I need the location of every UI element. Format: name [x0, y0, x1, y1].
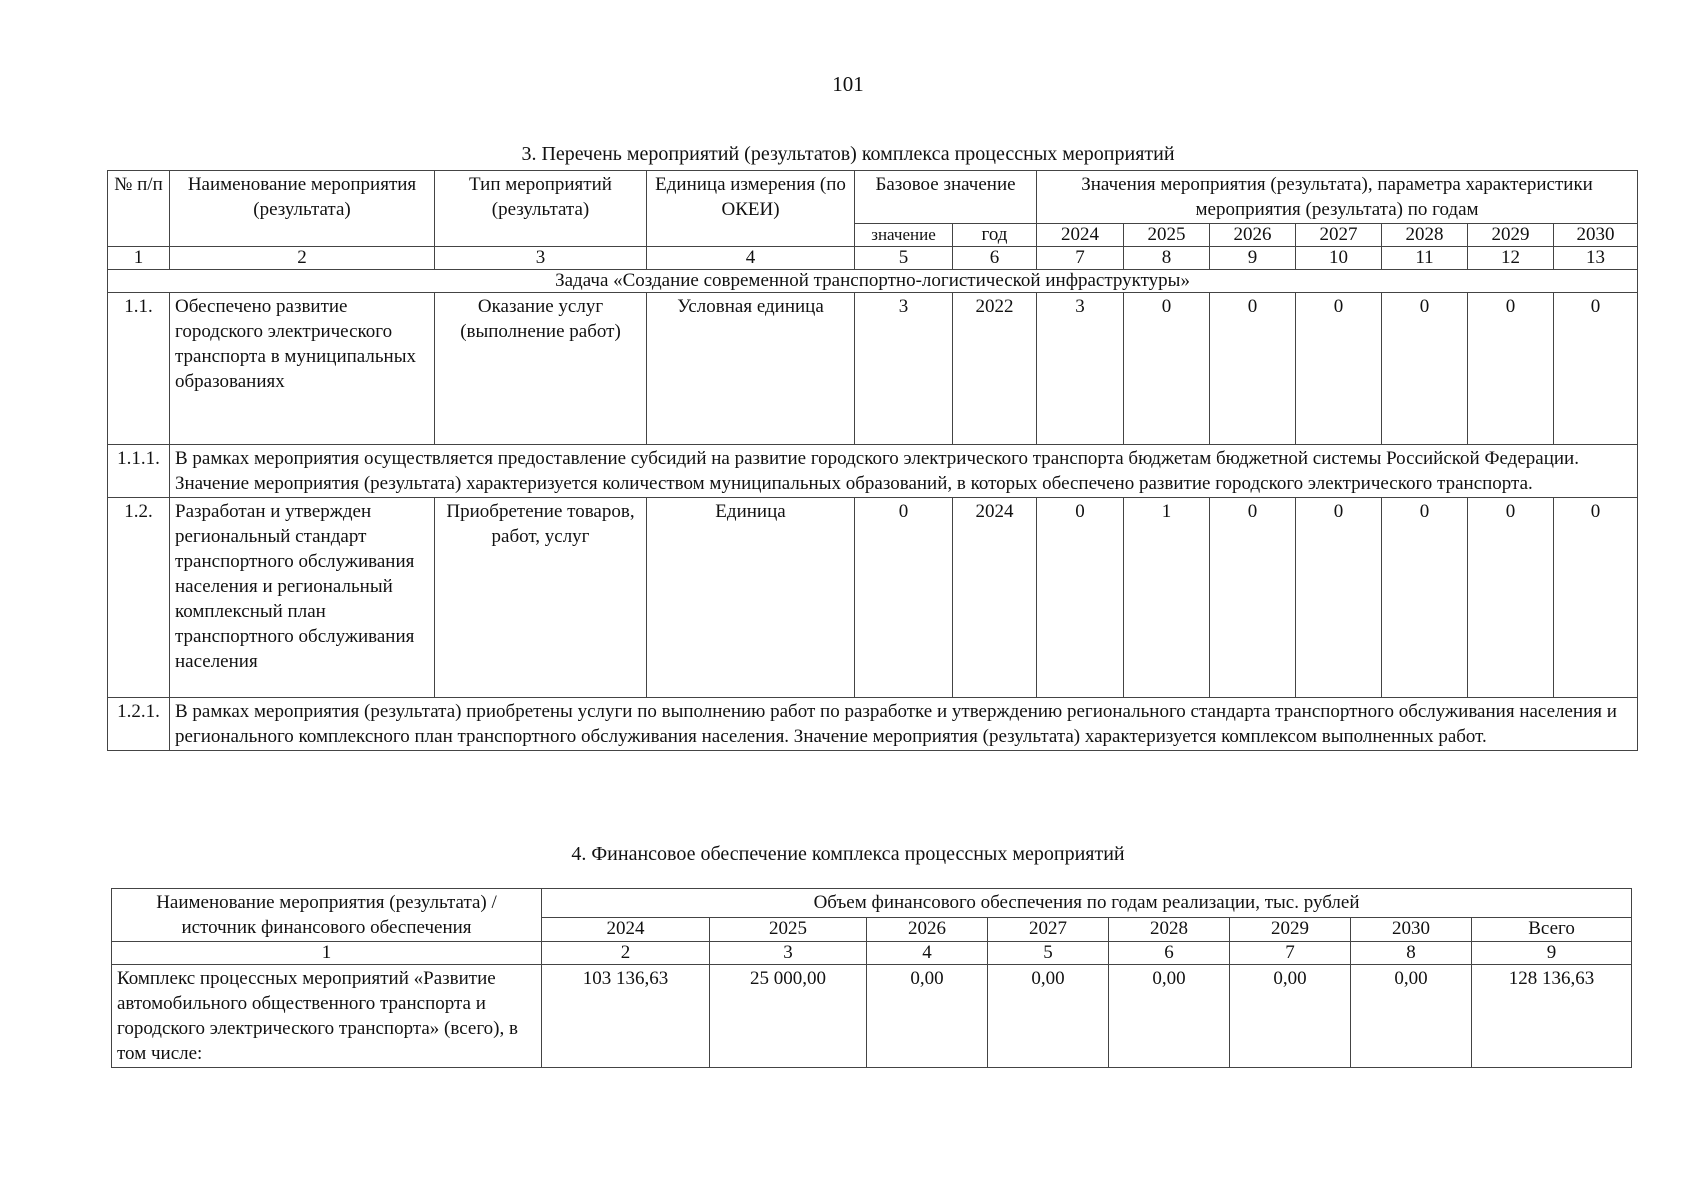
header-type: Тип мероприятий (результата) — [435, 171, 647, 247]
row-num: 1.2. — [108, 498, 170, 698]
row-name: Обеспечено развитие городского электрического транспорта в муниципальных образованиях — [170, 293, 435, 445]
finance-total: 128 136,63 — [1472, 965, 1632, 1068]
column-number: 8 — [1124, 247, 1210, 270]
measures-table — [107, 170, 1638, 751]
column-number: 4 — [867, 942, 988, 965]
header-unit: Единица измерения (по ОКЕИ) — [647, 171, 855, 247]
header-base-value: значение — [855, 224, 953, 247]
row-value: 0 — [1554, 498, 1638, 698]
section-3-title: 3. Перечень мероприятий (результатов) комплекса процессных мероприятий — [521, 143, 1175, 165]
row-value: 0 — [1037, 498, 1124, 698]
column-number: 13 — [1554, 247, 1638, 270]
row-value: 1 — [1124, 498, 1210, 698]
header-year: 2028 — [1382, 224, 1468, 247]
header-row-1 — [108, 171, 1638, 224]
task-row — [108, 270, 1638, 293]
row-value: 0 — [1210, 293, 1296, 445]
column-number: 10 — [1296, 247, 1382, 270]
header-year: 2030 — [1554, 224, 1638, 247]
row-type: Оказание услуг (выполнение работ) — [435, 293, 647, 445]
finance-table — [111, 888, 1632, 1068]
row-unit: Единица — [647, 498, 855, 698]
column-number: 9 — [1472, 942, 1632, 965]
row-value: 0 — [1382, 498, 1468, 698]
finance-header-year: 2024 — [542, 918, 710, 942]
column-number: 7 — [1037, 247, 1124, 270]
row-value: 0 — [1554, 293, 1638, 445]
row-value: 0 — [1382, 293, 1468, 445]
note-row — [108, 445, 1638, 498]
note-row — [108, 698, 1638, 751]
table-row — [108, 498, 1638, 698]
row-unit: Условная единица — [647, 293, 855, 445]
row-name: Разработан и утвержден региональный стандарт транспортного обслуживания населения и региональный комплексный план транспортного обслуживания населения — [170, 498, 435, 698]
row-value: 0 — [1296, 498, 1382, 698]
finance-value: 0,00 — [988, 965, 1109, 1068]
section-4-title: 4. Финансовое обеспечение комплекса процессных мероприятий — [571, 843, 1125, 865]
note-num: 1.2.1. — [108, 698, 170, 751]
column-number: 1 — [112, 942, 542, 965]
finance-row — [112, 965, 1632, 1068]
row-value: 0 — [1468, 498, 1554, 698]
row-base-value: 3 — [855, 293, 953, 445]
column-number: 1 — [108, 247, 170, 270]
finance-header-row-1 — [112, 889, 1632, 918]
column-number: 12 — [1468, 247, 1554, 270]
header-year: 2025 — [1124, 224, 1210, 247]
row-value: 0 — [1468, 293, 1554, 445]
row-base-value: 0 — [855, 498, 953, 698]
row-value: 0 — [1296, 293, 1382, 445]
header-year: 2024 — [1037, 224, 1124, 247]
column-number: 4 — [647, 247, 855, 270]
page-number: 101 — [832, 72, 864, 96]
finance-value: 0,00 — [867, 965, 988, 1068]
finance-value: 103 136,63 — [542, 965, 710, 1068]
column-number-row — [108, 247, 1638, 270]
note-text: В рамках мероприятия (результата) приобретены услуги по выполнению работ по разработке и утверждению регионального стандарта транспортного обслуживания населения и регионального комплексного план транспортного обслуживания населения. Значение мероприятия (результата) характеризуется комплексом выполненных работ. — [170, 698, 1638, 751]
header-name: Наименование мероприятия (результата) — [170, 171, 435, 247]
column-number: 8 — [1351, 942, 1472, 965]
row-value: 0 — [1210, 498, 1296, 698]
header-year: 2027 — [1296, 224, 1382, 247]
finance-header-year: 2025 — [710, 918, 867, 942]
column-number: 2 — [170, 247, 435, 270]
finance-header-total: Всего — [1472, 918, 1632, 942]
column-number: 2 — [542, 942, 710, 965]
row-type: Приобретение товаров, работ, услуг — [435, 498, 647, 698]
header-values: Значения мероприятия (результата), параметра характеристики мероприятия (результата) по годам — [1037, 171, 1638, 224]
finance-value: 25 000,00 — [710, 965, 867, 1068]
finance-row-name: Комплекс процессных мероприятий «Развитие автомобильного общественного транспорта и городского электрического транспорта» (всего), в том числе: — [112, 965, 542, 1068]
row-value: 3 — [1037, 293, 1124, 445]
column-number: 3 — [710, 942, 867, 965]
column-number: 3 — [435, 247, 647, 270]
finance-header-year: 2029 — [1230, 918, 1351, 942]
header-base-year: год — [953, 224, 1037, 247]
row-value: 0 — [1124, 293, 1210, 445]
table-row — [108, 293, 1638, 445]
finance-value: 0,00 — [1230, 965, 1351, 1068]
column-number: 5 — [855, 247, 953, 270]
header-year: 2026 — [1210, 224, 1296, 247]
finance-header-year: 2030 — [1351, 918, 1472, 942]
finance-header-volume: Объем финансового обеспечения по годам реализации, тыс. рублей — [542, 889, 1632, 918]
column-number: 6 — [1109, 942, 1230, 965]
header-year: 2029 — [1468, 224, 1554, 247]
note-num: 1.1.1. — [108, 445, 170, 498]
finance-value: 0,00 — [1109, 965, 1230, 1068]
finance-column-number-row — [112, 942, 1632, 965]
row-num: 1.1. — [108, 293, 170, 445]
column-number: 11 — [1382, 247, 1468, 270]
column-number: 5 — [988, 942, 1109, 965]
task-title: Задача «Создание современной транспортно-логистической инфраструктуры» — [108, 270, 1638, 293]
column-number: 6 — [953, 247, 1037, 270]
finance-value: 0,00 — [1351, 965, 1472, 1068]
note-text: В рамках мероприятия осуществляется предоставление субсидий на развитие городского электрического транспорта бюджетам бюджетной системы Российской Федерации. Значение мероприятия (результата) характеризуется количеством муниципальных образований, в которых обеспечено развитие городского электрического транспорта. — [170, 445, 1638, 498]
finance-header-year: 2026 — [867, 918, 988, 942]
finance-header-year: 2027 — [988, 918, 1109, 942]
header-num: № п/п — [108, 171, 170, 247]
header-base: Базовое значение — [855, 171, 1037, 224]
column-number: 9 — [1210, 247, 1296, 270]
row-base-year: 2024 — [953, 498, 1037, 698]
row-base-year: 2022 — [953, 293, 1037, 445]
column-number: 7 — [1230, 942, 1351, 965]
finance-header-name: Наименование мероприятия (результата) / источник финансового обеспечения — [112, 889, 542, 942]
finance-header-year: 2028 — [1109, 918, 1230, 942]
